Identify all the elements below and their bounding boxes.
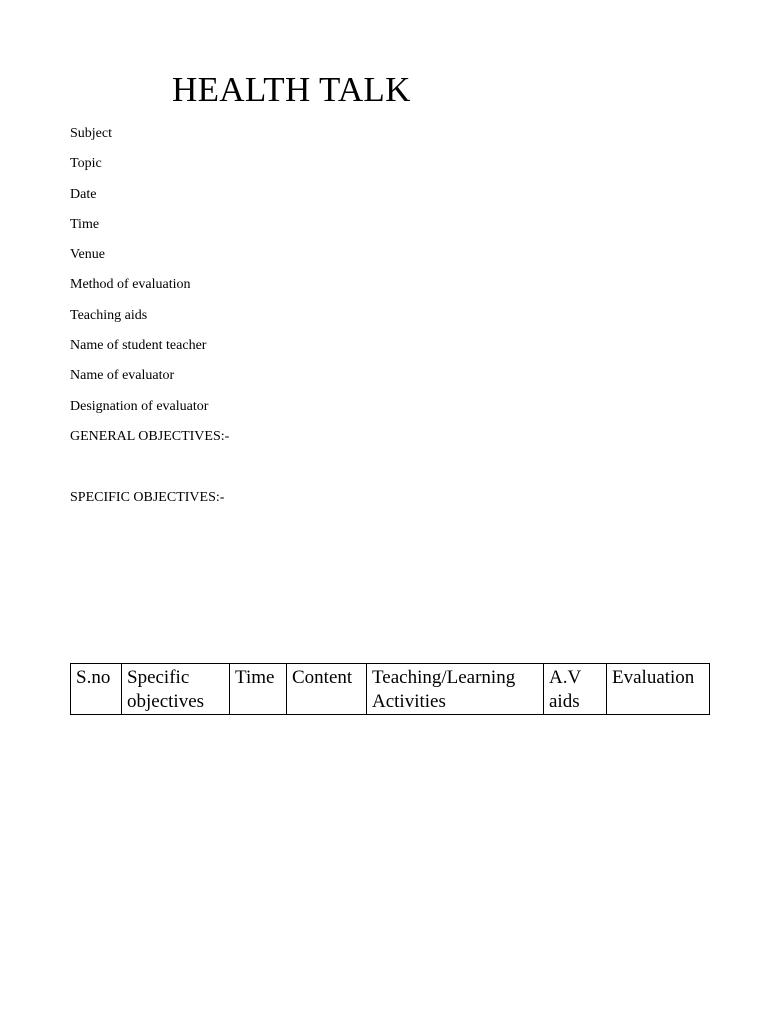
header-av-aids-line2: aids [549,691,580,712]
header-specific-objectives-line1: Specific [127,667,190,688]
field-venue: Venue [70,247,105,263]
field-teaching-aids: Teaching aids [70,307,148,323]
header-teaching-learning-line1: Teaching/Learning [372,667,516,688]
header-specific-objectives-line2: objectives [127,691,205,712]
field-method-of-evaluation: Method of evaluation [70,277,191,293]
field-student-teacher: Name of student teacher [70,338,207,354]
header-teaching-learning-line2: Activities [372,691,446,712]
header-content-text: Content [292,667,353,688]
field-topic: Topic [70,156,102,172]
header-time-text: Time [235,667,275,688]
header-content [287,664,367,715]
header-evaluation-text: Evaluation [612,667,695,688]
field-subject: Subject [70,126,112,141]
header-time [230,664,287,715]
field-list [70,124,208,427]
header-av-aids [544,664,607,715]
lesson-plan-table [70,663,710,715]
field-evaluator-designation: Designation of evaluator [70,398,209,414]
header-sno [71,664,122,715]
header-av-aids-line1: A.V [549,667,582,688]
field-time: Time [70,216,100,232]
field-evaluator: Name of evaluator [70,368,175,384]
general-objectives-heading: GENERAL OBJECTIVES:- [70,429,230,444]
field-date: Date [70,186,97,202]
header-teaching-learning-activities [367,664,544,715]
document-title: HEALTH TALK [172,70,411,109]
specific-objectives-heading: SPECIFIC OBJECTIVES:- [70,490,225,505]
header-specific-objectives [122,664,230,715]
table-header-row [71,664,710,715]
header-sno-text: S.no [76,667,111,688]
header-evaluation [607,664,710,715]
